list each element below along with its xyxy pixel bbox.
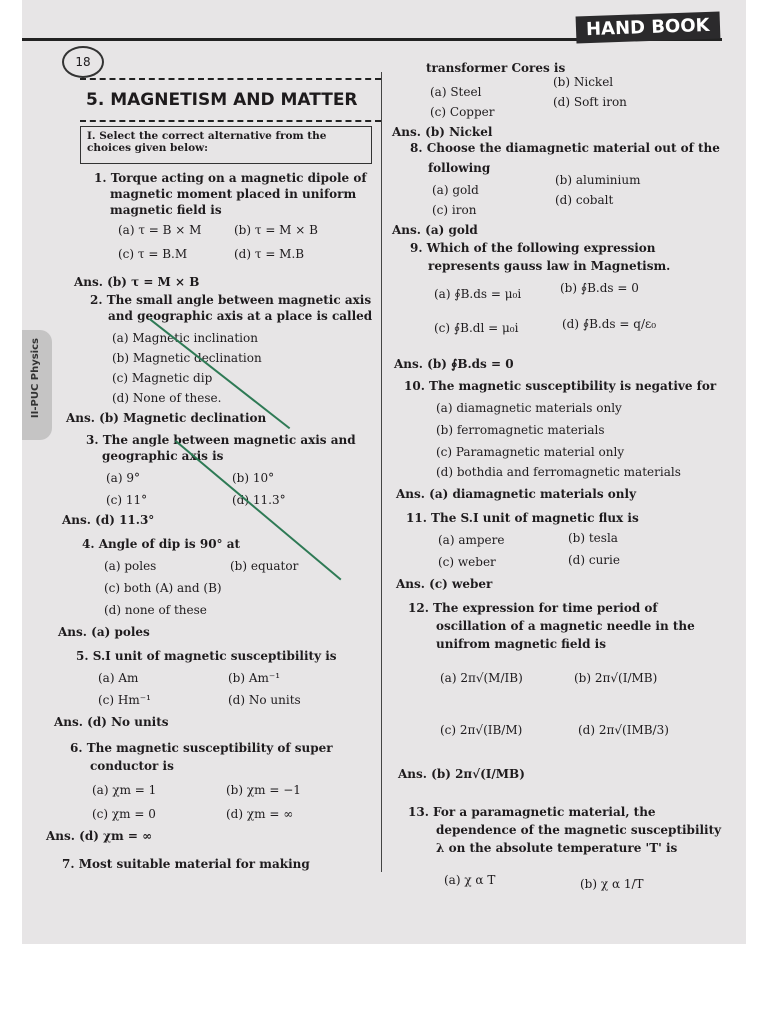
right-text-line: (d) curie bbox=[568, 553, 620, 567]
right-text-line: (b) ferromagnetic materials bbox=[436, 423, 605, 437]
right-text-line: 8. Choose the diamagnetic material out of the bbox=[410, 141, 720, 155]
right-text-line: Ans. (b) ∮B.ds = 0 bbox=[394, 357, 514, 371]
left-text-line: (c) Magnetic dip bbox=[112, 371, 213, 385]
side-tab-label: II-PUC Physics bbox=[30, 338, 41, 419]
left-text-line: 2. The small angle between magnetic axis bbox=[90, 293, 372, 307]
left-text-line: (b) 10° bbox=[232, 471, 275, 485]
left-text-line: (b) χm = −1 bbox=[226, 783, 301, 797]
left-text-line: Ans. (d) No units bbox=[54, 715, 169, 729]
left-text-line: (c) χm = 0 bbox=[92, 807, 156, 821]
left-text-line: Ans. (a) poles bbox=[58, 625, 150, 639]
right-text-line: (b) aluminium bbox=[555, 173, 641, 187]
right-text-line: (a) gold bbox=[432, 183, 479, 197]
left-text-line: magnetic field is bbox=[110, 203, 222, 217]
left-text-line: 7. Most suitable material for making bbox=[62, 857, 310, 871]
left-text-line: (b) Magnetic declination bbox=[112, 351, 262, 365]
right-text-line: (a) Steel bbox=[430, 85, 482, 99]
left-text-line: (d) No units bbox=[228, 693, 301, 707]
left-text-line: geographic axis is bbox=[102, 449, 224, 463]
left-text-line: (a) χm = 1 bbox=[92, 783, 157, 797]
left-text-line: Ans. (b) τ = M × B bbox=[74, 275, 200, 289]
left-text-line: (a) 9° bbox=[106, 471, 140, 485]
left-text-line: (b) Am⁻¹ bbox=[228, 671, 281, 685]
left-text-line: 3. The angle between magnetic axis and bbox=[86, 433, 356, 447]
left-text-line: magnetic moment placed in uniform bbox=[110, 187, 357, 201]
right-text-line: 13. For a paramagnetic material, the bbox=[408, 805, 656, 819]
right-text-line: (d) 2π√(IMB/3) bbox=[578, 723, 669, 737]
section-instruction: I. Select the correct alternative from the choices given below: bbox=[80, 126, 372, 164]
left-text-line: (c) Hm⁻¹ bbox=[98, 693, 151, 707]
right-text-line: transformer Cores is bbox=[426, 61, 566, 75]
right-text-line: (b) 2π√(I/MB) bbox=[574, 671, 658, 685]
right-text-line: (b) ∮B.ds = 0 bbox=[560, 281, 639, 295]
right-text-line: (d) ∮B.ds = q/ε₀ bbox=[562, 317, 657, 331]
left-text-line: (d) τ = M.B bbox=[234, 247, 305, 261]
chapter-title: 5. MAGNETISM AND MATTER bbox=[80, 78, 381, 122]
left-text-line: Ans. (b) Magnetic declination bbox=[66, 411, 267, 425]
right-text-line: (b) tesla bbox=[568, 531, 618, 545]
right-text-line: 10. The magnetic susceptibility is negative for bbox=[404, 379, 717, 393]
right-text-line: (c) Paramagnetic material only bbox=[436, 445, 625, 459]
right-text-line: (d) Soft iron bbox=[553, 95, 627, 109]
right-text-line: (b) χ α 1/T bbox=[580, 877, 644, 891]
right-text-line: (c) iron bbox=[432, 203, 477, 217]
left-text-line: and geographic axis at a place is called bbox=[108, 309, 373, 323]
left-text-line: 6. The magnetic susceptibility of super bbox=[70, 741, 333, 755]
left-text-line: (a) Am bbox=[98, 671, 139, 685]
right-text-line: (d) cobalt bbox=[555, 193, 614, 207]
right-text-line: (b) Nickel bbox=[553, 75, 614, 89]
right-text-line: represents gauss law in Magnetism. bbox=[428, 259, 671, 273]
left-text-line: (a) poles bbox=[104, 559, 157, 573]
right-text-line: (d) bothdia and ferromagnetic materials bbox=[436, 465, 681, 479]
right-text-line: Ans. (a) diamagnetic materials only bbox=[396, 487, 637, 501]
right-text-line: 12. The expression for time period of bbox=[408, 601, 658, 615]
right-text-line: Ans. (a) gold bbox=[392, 223, 478, 237]
right-text-line: dependence of the magnetic susceptibility bbox=[436, 823, 722, 837]
left-text-line: (d) None of these. bbox=[112, 391, 222, 405]
right-text-line: Ans. (c) weber bbox=[396, 577, 493, 591]
right-text-line: (a) ∮B.ds = μ₀i bbox=[434, 287, 522, 301]
left-text-line: (b) equator bbox=[230, 559, 299, 573]
left-text-line: 5. S.I unit of magnetic susceptibility is bbox=[76, 649, 337, 663]
right-text-line: Ans. (b) Nickel bbox=[392, 125, 493, 139]
left-text-line: 4. Angle of dip is 90° at bbox=[82, 537, 241, 551]
left-text-line: (c) both (A) and (B) bbox=[104, 581, 222, 595]
right-text-line: oscillation of a magnetic needle in the bbox=[436, 619, 695, 633]
left-text-line: conductor is bbox=[90, 759, 174, 773]
left-text-line: Ans. (d) 11.3° bbox=[62, 513, 155, 527]
left-text-line: (c) τ = B.M bbox=[118, 247, 188, 261]
left-text-line: (a) Magnetic inclination bbox=[112, 331, 258, 345]
right-text-line: following bbox=[428, 161, 491, 175]
left-text-line: (b) τ = M × B bbox=[234, 223, 318, 237]
right-text-line: (a) ampere bbox=[438, 533, 505, 547]
header-title: HAND BOOK bbox=[576, 12, 720, 44]
right-text-line: (c) ∮B.dl = μ₀i bbox=[434, 321, 519, 335]
right-text-line: λ on the absolute temperature 'T' is bbox=[436, 841, 678, 855]
right-text-line: (a) diamagnetic materials only bbox=[436, 401, 622, 415]
bottom-margin bbox=[0, 944, 768, 1024]
left-text-line: (d) χm = ∞ bbox=[226, 807, 294, 821]
right-text-line: 9. Which of the following expression bbox=[410, 241, 656, 255]
right-text-line: (c) Copper bbox=[430, 105, 495, 119]
right-text-line: (a) 2π√(M/IB) bbox=[440, 671, 523, 685]
right-text-line: (a) χ α T bbox=[444, 873, 496, 887]
column-divider bbox=[381, 72, 382, 872]
right-text-line: unifrom magnetic field is bbox=[436, 637, 606, 651]
left-text-line: (a) τ = B × M bbox=[118, 223, 202, 237]
left-text-line: 1. Torque acting on a magnetic dipole of bbox=[94, 171, 367, 185]
left-text-line: (c) 11° bbox=[106, 493, 148, 507]
left-text-line: (d) 11.3° bbox=[232, 493, 286, 507]
right-text-line: 11. The S.I unit of magnetic flux is bbox=[406, 511, 639, 525]
right-text-line: (c) 2π√(IB/M) bbox=[440, 723, 523, 737]
right-text-line: (c) weber bbox=[438, 555, 496, 569]
right-text-line: Ans. (b) 2π√(I/MB) bbox=[398, 767, 525, 781]
left-text-line: Ans. (d) χm = ∞ bbox=[46, 829, 153, 843]
page-number: 18 bbox=[62, 46, 104, 78]
left-text-line: (d) none of these bbox=[104, 603, 207, 617]
